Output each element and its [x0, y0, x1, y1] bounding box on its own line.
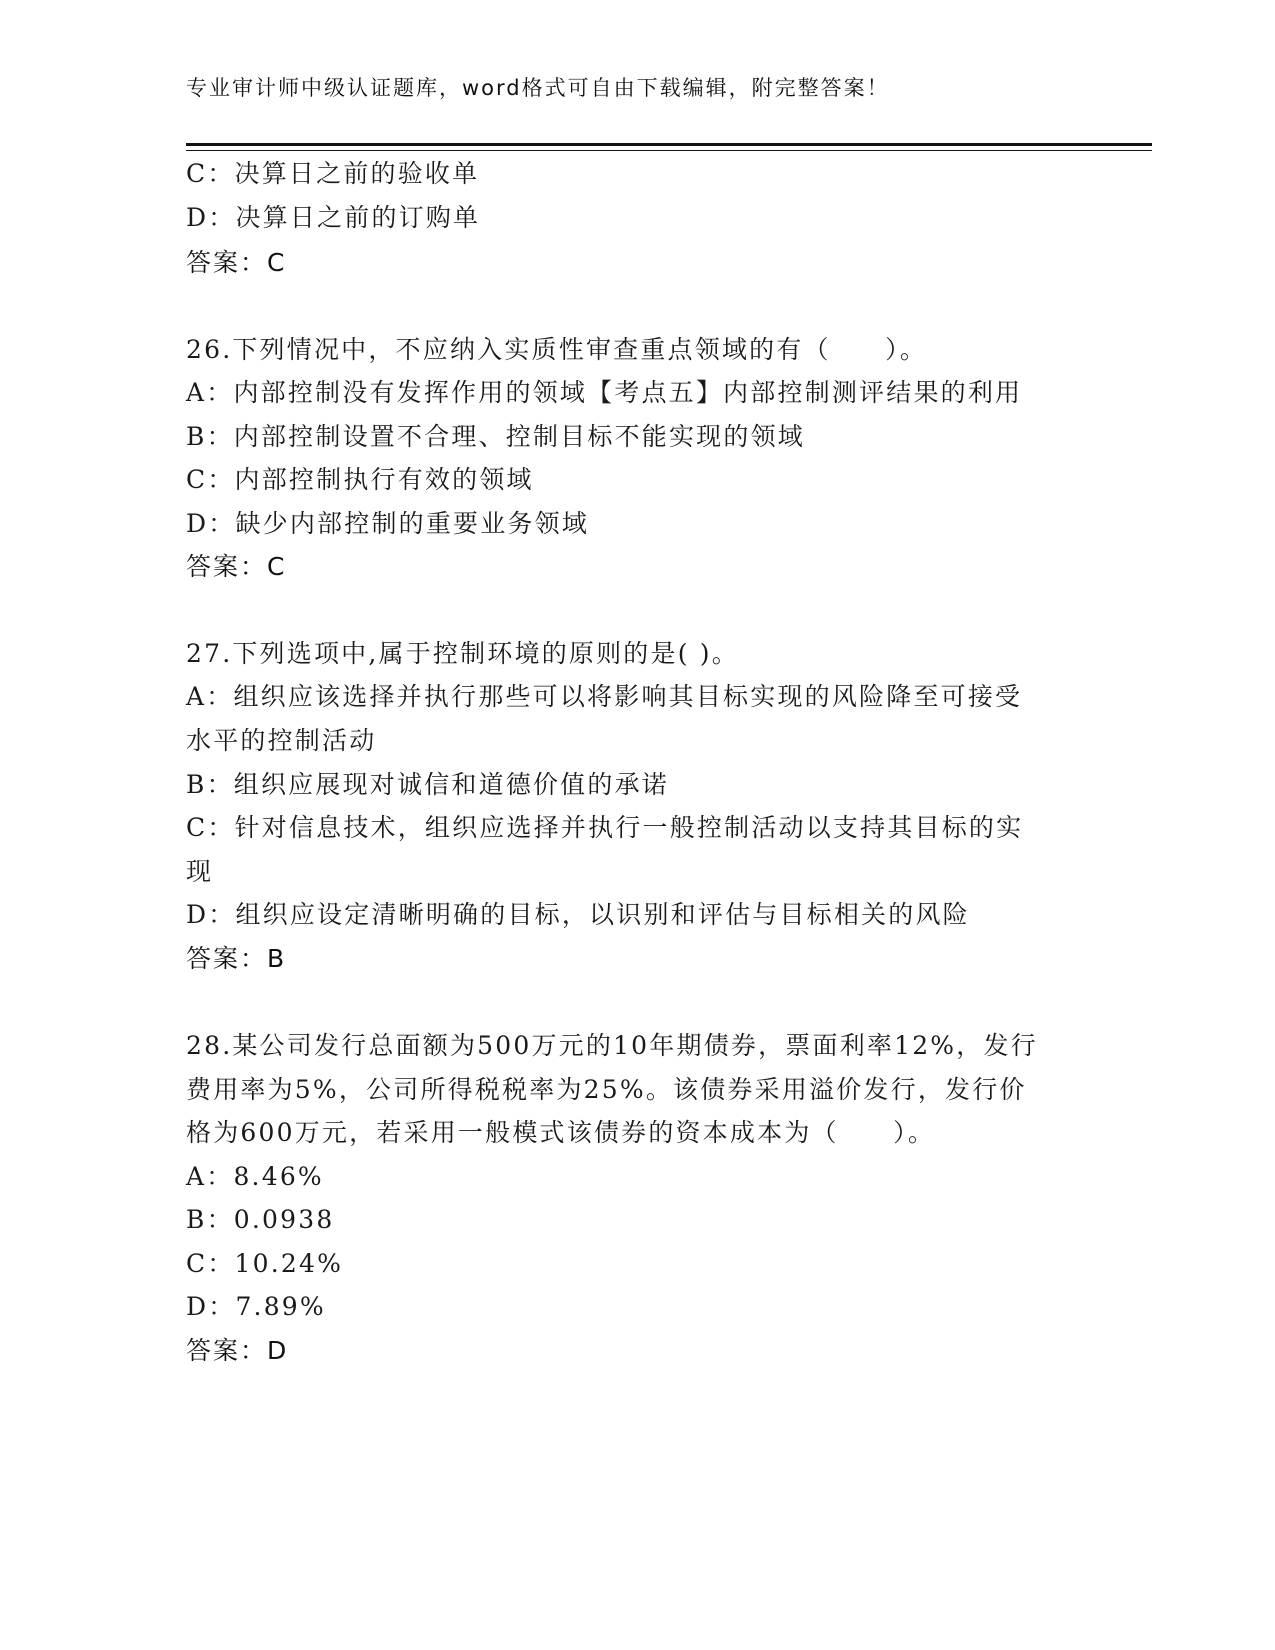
q25-option-d: D：决算日之前的订购单 [186, 203, 481, 232]
q28-option-d: D：7.89% [186, 1292, 326, 1321]
q28-stem-line2: 费用率为5%，公司所得税税率为25%。该债券采用溢价发行，发行价 [186, 1075, 1027, 1104]
q27-option-c-line2: 现 [186, 857, 214, 886]
q28-option-c: C：10.24% [186, 1249, 344, 1278]
q28-answer: 答案：D [186, 1336, 289, 1365]
q26-option-c: C：内部控制执行有效的领域 [186, 465, 534, 494]
q28-option-a: A：8.46% [186, 1162, 324, 1191]
q28-option-b: B：0.0938 [186, 1205, 335, 1234]
q26-option-d: D：缺少内部控制的重要业务领域 [186, 509, 590, 538]
q26-answer: 答案：C [186, 552, 287, 581]
q27-option-d: D：组织应设定清晰明确的目标，以识别和评估与目标相关的风险 [186, 900, 970, 929]
q27-answer: 答案：B [186, 944, 287, 973]
header-rule-thin [186, 150, 1152, 151]
q27-option-a-line1: A：组织应该选择并执行那些可以将影响其目标实现的风险降至可接受 [186, 682, 1023, 711]
q27-option-a-line2: 水平的控制活动 [186, 726, 377, 755]
page-header: 专业审计师中级认证题库，word格式可自由下载编辑，附完整答案！ [186, 76, 890, 100]
q28-stem-line1: 28.某公司发行总面额为500万元的10年期债券，票面利率12%，发行 [186, 1031, 1038, 1060]
q28-stem-line3: 格为600万元，若采用一般模式该债券的资本成本为（ ）。 [186, 1118, 936, 1147]
q27-option-c-line1: C：针对信息技术，组织应选择并执行一般控制活动以支持其目标的实 [186, 813, 1024, 842]
q27-option-b: B：组织应展现对诚信和道德价值的承诺 [186, 770, 669, 799]
q27-stem: 27.下列选项中,属于控制环境的原则的是( )。 [186, 639, 739, 668]
header-rule-thick [186, 143, 1152, 146]
q26-option-a: A：内部控制没有发挥作用的领域【考点五】内部控制测评结果的利用 [186, 378, 1023, 407]
q25-option-c: C：决算日之前的验收单 [186, 159, 480, 188]
q26-stem: 26.下列情况中，不应纳入实质性审查重点领域的有（ ）。 [186, 335, 928, 364]
q25-answer: 答案：C [186, 248, 287, 277]
q26-option-b: B：内部控制设置不合理、控制目标不能实现的领域 [186, 422, 805, 451]
